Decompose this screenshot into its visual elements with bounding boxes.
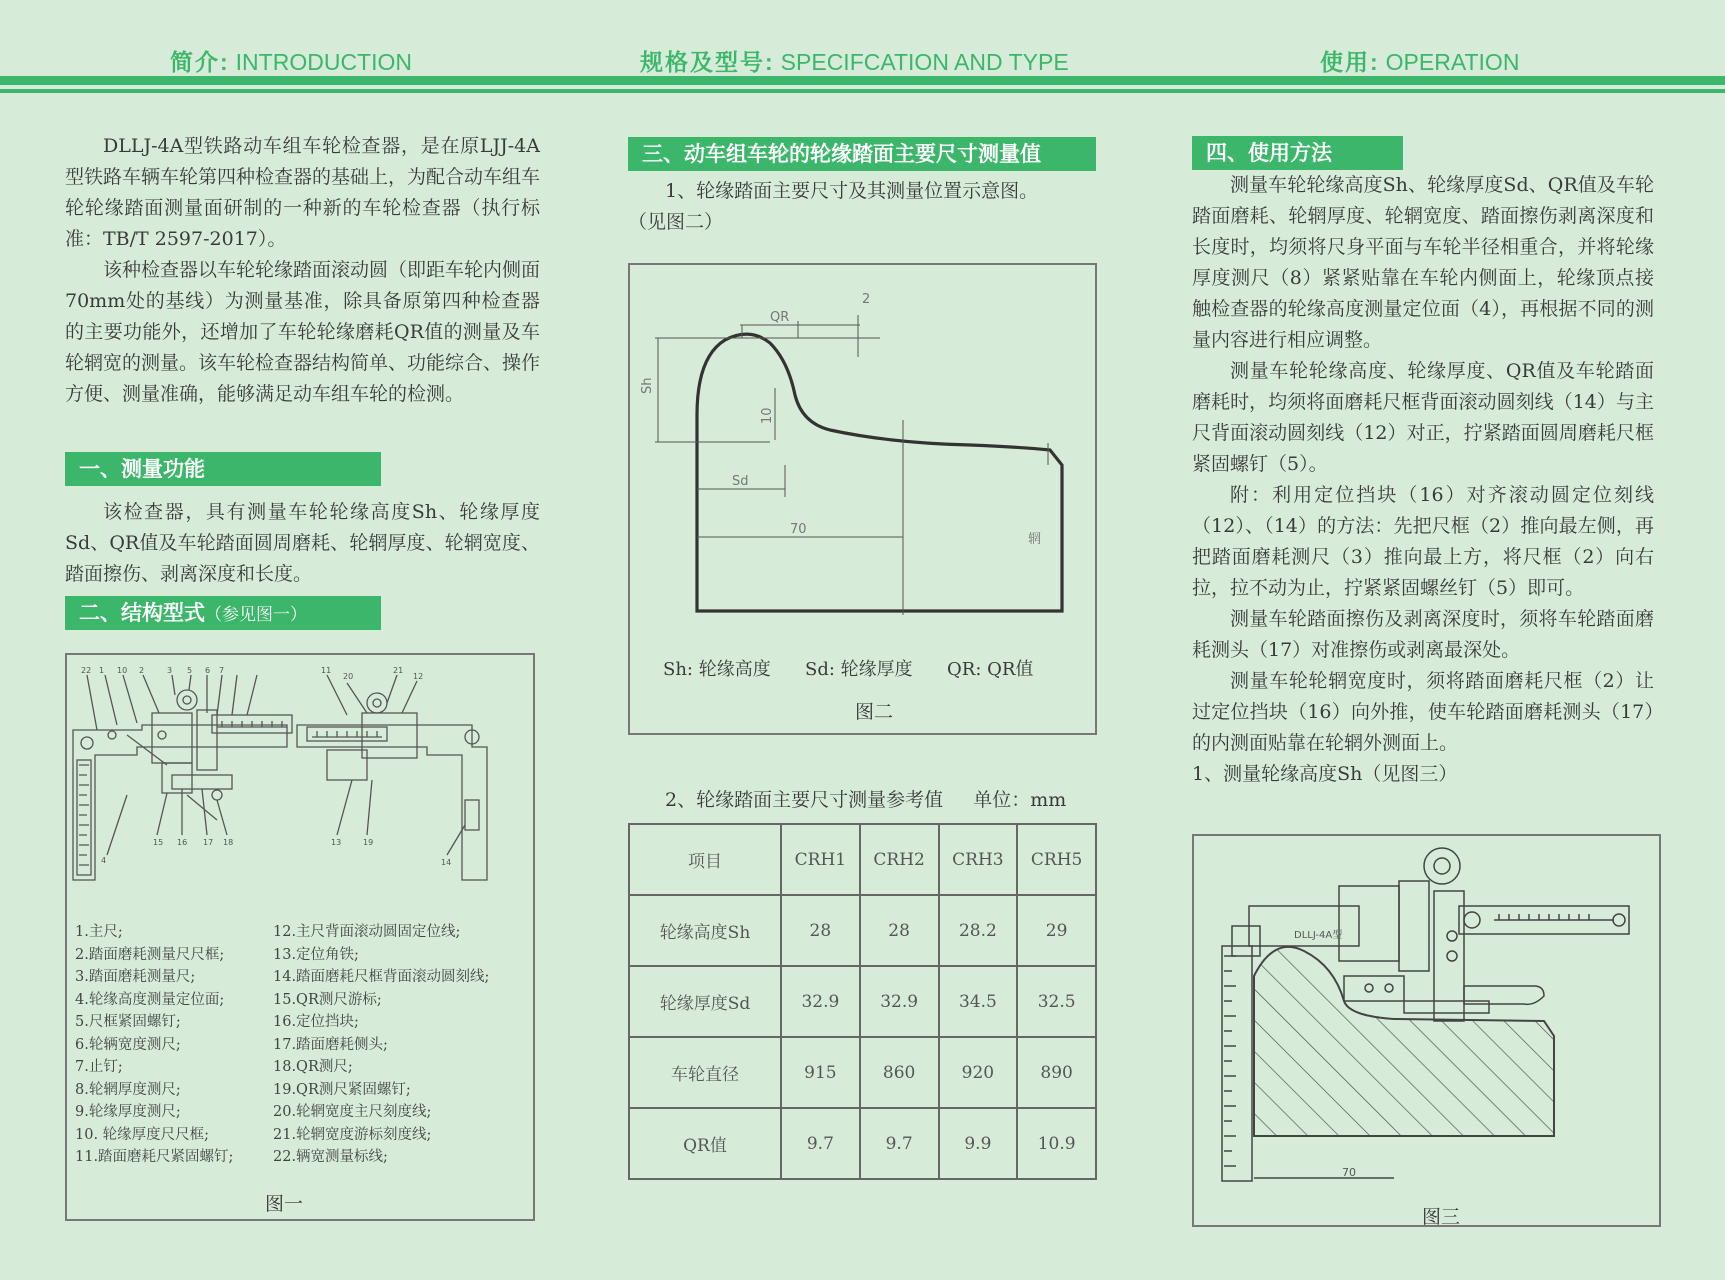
section-heading-sub: （参见图一） [205, 605, 307, 625]
usage-paragraph-1: 测量车轮轮缘高度Sh、轮缘厚度Sd、QR值及车轮踏面磨耗、轮辋厚度、轮辋宽度、踏面擦伤剥离深度和长度时，均须将尺身平面与车轮半径相重合，并将轮缘厚度测尺（8）紧紧贴靠在车轮内侧面上，轮缘顶点接触检查器的轮缘高度测量定位面（4），再根据不同的测量内容进行相应调整。 [1192, 174, 1654, 351]
fig3-label-70: 70 [1342, 1166, 1356, 1179]
table-header-cell: CRH1 [781, 824, 860, 895]
left-column [65, 131, 540, 410]
section-heading-structure [65, 596, 381, 630]
table-header-cell: CRH2 [860, 824, 939, 895]
table-cell: 28.2 [939, 895, 1018, 966]
svg-text:7: 7 [219, 666, 225, 675]
intro-paragraph-1: DLLJ-4A型铁路动车组车轮检查器，是在原LJJ-4A型铁路车辆车轮第四种检查器的基础上，为配合动车组车轮轮缘踏面测量面研制的一种新的车轮检查器（执行标准：TB/T 2597-2017）。 [65, 135, 541, 250]
svg-text:21: 21 [393, 666, 404, 675]
svg-text:17: 17 [203, 838, 214, 847]
figure-2-legend: Sh: 轮缘高度 Sd: 轮缘厚度 QR: QR值 [663, 659, 1034, 680]
svg-text:13: 13 [331, 838, 342, 847]
legend-item: 14.踏面磨耗尺框背面滚动圆刻线; [273, 969, 490, 985]
header-intro-cn: 简介: [170, 49, 230, 75]
table-row [629, 1108, 1096, 1179]
usage-paragraph-4: 测量车轮踏面擦伤及剥离深度时，须将车轮踏面磨耗测头（17）对准擦伤或剥离最深处。 [1192, 608, 1654, 661]
table-cell: 28 [860, 895, 939, 966]
table-cell: 9.7 [860, 1108, 939, 1179]
legend-item: 2.踏面磨耗测量尺尺框; [75, 946, 225, 963]
table-cell: 28 [781, 895, 860, 966]
reference-table [628, 823, 1097, 1180]
svg-text:19: 19 [363, 838, 374, 847]
legend-item: 19.QR测尺紧固螺钉; [273, 1081, 411, 1098]
legend-item: 13.定位角铁; [273, 946, 359, 963]
table-cell: 860 [860, 1037, 939, 1108]
figure-1-drawing [67, 655, 533, 915]
table-cell: 轮缘高度Sh [629, 895, 781, 966]
table-cell: 9.7 [781, 1108, 860, 1179]
legend-item: 4.轮缘高度测量定位面; [75, 991, 225, 1008]
table-cell: 32.5 [1017, 966, 1096, 1037]
header-op-en: OPERATION [1385, 49, 1520, 75]
svg-text:10: 10 [117, 666, 128, 675]
section-heading-measure-function [65, 452, 381, 486]
function-text [65, 497, 540, 590]
header-rule-thin [0, 89, 1725, 93]
figure-3-frame [1192, 834, 1661, 1227]
fig2-label-ten: 10 [760, 407, 775, 424]
table-cell: 29 [1017, 895, 1096, 966]
figure-2-frame [628, 263, 1097, 735]
table-row [629, 1037, 1096, 1108]
figure-1-caption: 图一 [265, 1193, 304, 1215]
fig3-brand-label: DLLJ-4A型 [1294, 930, 1343, 941]
legend-item: 18.QR测尺; [273, 1059, 353, 1075]
figure-1-frame [65, 653, 535, 1221]
svg-text:5: 5 [187, 666, 193, 675]
svg-text:12: 12 [413, 672, 424, 681]
legend-item: 15.QR测尺游标; [273, 991, 382, 1008]
function-paragraph: 该检查器，具有测量车轮轮缘高度Sh、轮缘厚度Sd、QR值及车轮踏面圆周磨耗、轮辋厚度、轮辋宽度、踏面擦伤、剥离深度和长度。 [65, 501, 540, 585]
legend-item: 22.辆宽测量标线; [273, 1149, 388, 1165]
svg-text:6: 6 [205, 666, 211, 675]
section-heading-text: 二、结构型式 [79, 601, 205, 625]
svg-text:22: 22 [81, 666, 92, 675]
legend-item: 11.踏面磨耗尺紧固螺钉; [75, 1149, 234, 1165]
svg-text:3: 3 [167, 666, 173, 675]
usage-paragraph-3: 附：利用定位挡块（16）对齐滚动圆定位刻线（12）、（14）的方法：先把尺框（2）推向最左侧，再把踏面磨耗测尺（3）推向最上方，将尺框（2）向右拉，拉不动为止，拧紧紧固螺丝钉（5）即可。 [1192, 484, 1654, 599]
section-heading-dimensions [628, 137, 1096, 171]
figure-1-legend-left [75, 921, 233, 1169]
legend-item: 9.轮缘厚度测尺; [75, 1104, 181, 1120]
table-row [629, 966, 1096, 1037]
legend-item: 16.定位挡块; [273, 1014, 359, 1030]
intro-paragraph-2: 该种检查器以车轮轮缘踏面滚动圆（即距车轮内侧面70mm处的基线）为测量基准，除具备原第四种检查器的主要功能外，还增加了车轮轮缘磨耗QR值的测量及车轮辋宽的测量。该车轮检查器结构简单、功能综合、操作方便、测量准确，能够满足动车组车轮的检测。 [65, 259, 541, 405]
usage-paragraph-5: 测量车轮轮辋宽度时，须将踏面磨耗尺框（2）让过定位挡块（16）向外推，使车轮踏面磨耗测头（17）的内测面贴靠在轮辋外测面上。 [1192, 670, 1654, 754]
header-op-cn: 使用: [1320, 49, 1380, 75]
svg-text:4: 4 [101, 856, 107, 865]
svg-text:16: 16 [177, 838, 188, 847]
table-cell: 9.9 [939, 1108, 1018, 1179]
legend-item: 20.轮辋宽度主尺刻度线; [273, 1104, 432, 1120]
header-operation [1320, 44, 1519, 77]
section-heading-usage [1192, 136, 1403, 170]
legend-item: 1.主尺; [75, 924, 123, 940]
svg-text:1: 1 [99, 666, 105, 675]
section-heading-text: 一、测量功能 [79, 457, 205, 481]
fig2-label-two: 2 [862, 292, 871, 307]
usage-text [1192, 170, 1654, 790]
table-header-row [629, 824, 1096, 895]
reference-table-title: 2、轮缘踏面主要尺寸测量参考值 单位：mm [665, 789, 1067, 811]
legend-item: 12.主尺背面滚动圆固定位线; [273, 924, 461, 940]
figure-1-legend-right [273, 921, 489, 1169]
table-cell: 10.9 [1017, 1108, 1096, 1179]
table-header-cell: CRH3 [939, 824, 1018, 895]
header-specification [640, 44, 1069, 77]
svg-text:2: 2 [139, 666, 145, 675]
svg-text:14: 14 [441, 858, 452, 867]
fig2-label-70: 70 [790, 522, 807, 537]
table-cell: 34.5 [939, 966, 1018, 1037]
header-spec-cn: 规格及型号: [640, 49, 775, 75]
legend-item: 5.尺框紧固螺钉; [75, 1014, 181, 1030]
legend-item: 21.轮辋宽度游标刻度线; [273, 1126, 432, 1143]
legend-item: 7.止钉; [75, 1059, 123, 1075]
table-header-cell: 项目 [629, 824, 781, 895]
dimension-intro-line-1: 1、轮缘踏面主要尺寸及其测量位置示意图。 [665, 180, 1039, 202]
fig2-label-sd: Sd [732, 474, 749, 489]
table-cell: 32.9 [781, 966, 860, 1037]
svg-text:15: 15 [153, 838, 164, 847]
legend-item: 10. 轮缘厚度尺尺框; [75, 1126, 210, 1143]
header-rule-thick [0, 76, 1725, 85]
usage-paragraph-2: 测量车轮轮缘高度、轮缘厚度、QR值及车轮踏面磨耗时，均须将面磨耗尺框背面滚动圆刻线（14）与主尺背面滚动圆刻线（12）对正，拧紧踏面圆周磨耗尺框紧固螺钉（5）。 [1192, 360, 1654, 475]
legend-item: 3.踏面磨耗测量尺; [75, 969, 196, 985]
table-row [629, 895, 1096, 966]
table-cell: 车轮直径 [629, 1037, 781, 1108]
svg-text:20: 20 [343, 672, 354, 681]
table-cell: 32.9 [860, 966, 939, 1037]
figure-3-drawing [1194, 836, 1659, 1186]
svg-text:18: 18 [223, 838, 234, 847]
table-cell: 890 [1017, 1037, 1096, 1108]
svg-text:11: 11 [321, 666, 332, 675]
fig2-label-qr: QR [770, 310, 790, 325]
legend-item: 17.踏面磨耗侧头; [273, 1036, 388, 1053]
section-heading-text: 三、动车组车轮的轮缘踏面主要尺寸测量值 [642, 142, 1041, 166]
usage-step-1-title: 1、测量轮缘高度Sh（见图三） [1192, 763, 1458, 785]
legend-item: 6.轮辆宽度测尺; [75, 1036, 181, 1053]
table-header-cell: CRH5 [1017, 824, 1096, 895]
section-heading-text: 四、使用方法 [1206, 141, 1332, 165]
table-cell: 轮缘厚度Sd [629, 966, 781, 1037]
figure-2-profile-drawing [630, 265, 1095, 625]
table-cell: 920 [939, 1037, 1018, 1108]
header-introduction [170, 44, 412, 77]
header-spec-en: SPECIFCATION AND TYPE [780, 49, 1069, 75]
figure-3-caption: 图三 [1422, 1206, 1461, 1228]
dimension-intro-line-2: （见图二） [628, 211, 724, 233]
fig2-label-rim: 辋 [1028, 532, 1042, 547]
fig2-label-sh: Sh [640, 377, 655, 394]
header-intro-en: INTRODUCTION [235, 49, 412, 75]
figure-2-caption: 图二 [855, 701, 894, 723]
table-cell: QR值 [629, 1108, 781, 1179]
legend-item: 8.轮辋厚度测尺; [75, 1081, 181, 1098]
table-cell: 915 [781, 1037, 860, 1108]
